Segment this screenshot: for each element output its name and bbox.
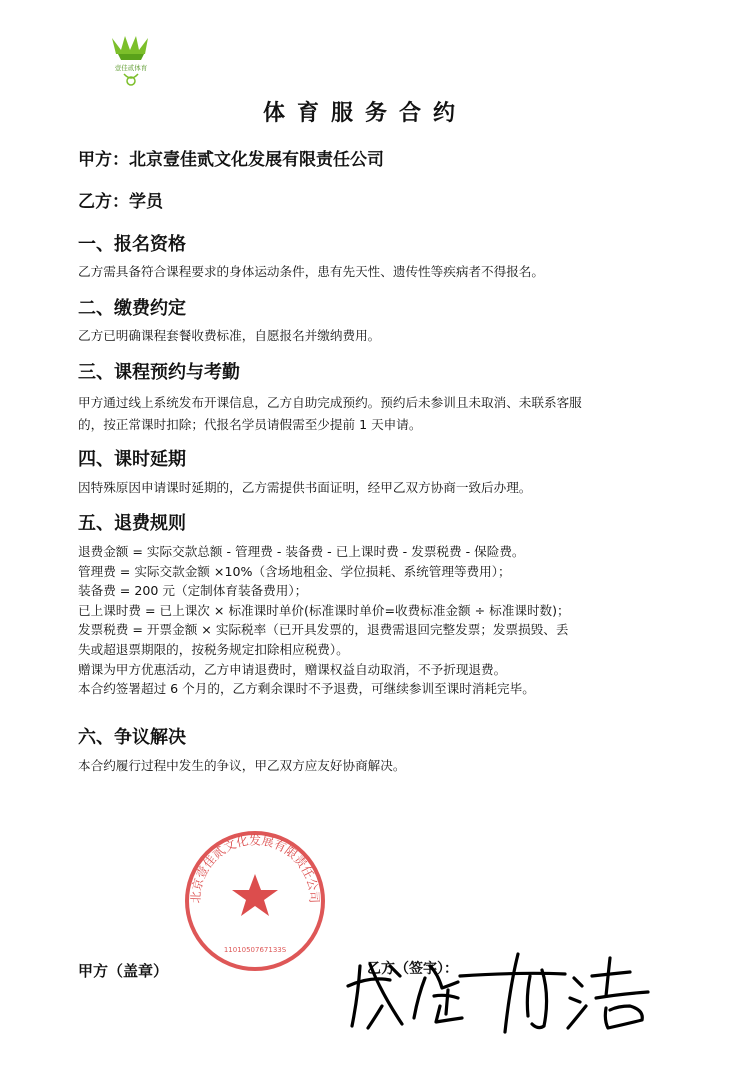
company-seal-stamp — [180, 826, 330, 976]
section-5-heading: 五、退费规则 — [78, 513, 186, 534]
section-3-line: 甲方通过线上系统发布开课信息，乙方自助完成预约。预约后未参训且未取消、未联系客服 — [78, 395, 582, 410]
seal-text: 北京壹佳贰文化发展有限责任公司 — [188, 833, 322, 904]
section-4-body — [78, 479, 658, 497]
section-5-line: 失或超退票期限的，按税务规定扣除相应税费）。 — [78, 641, 349, 657]
logo-text: 壹佳贰体育 — [114, 64, 148, 72]
section-5-line: 已上课时费 = 已上课次 × 标准课时单价(标准课时单价=收费标准金额 ÷ 标准课时数)； — [78, 602, 570, 618]
party-a: 甲方：北京壹佳贰文化发展有限责任公司 — [78, 150, 384, 170]
section-5-line: 本合约签署超过 6 个月的，乙方剩余课时不予退费，可继续参训至课时消耗完毕。 — [78, 681, 535, 697]
seal-star-icon — [232, 874, 278, 916]
section-1-body — [78, 263, 658, 281]
section-1-line: 乙方需具备符合课程要求的身体运动条件，患有先天性、遗传性等疾病者不得报名。 — [78, 264, 544, 279]
section-2-line: 乙方已明确课程套餐收费标准，自愿报名并缴纳费用。 — [78, 328, 381, 343]
section-2-body — [78, 327, 658, 345]
section-6-body — [78, 757, 658, 775]
party-a-seal-label: 甲方（盖章） — [78, 962, 169, 980]
party-b-signature-label: 乙方（签字）： — [367, 961, 458, 977]
document-title: 体育服务合约 — [262, 100, 467, 126]
section-6-heading: 六、争议解决 — [78, 727, 186, 748]
section-3-heading: 三、课程预约与考勤 — [78, 362, 240, 383]
section-5-line: 管理费 = 实际交款金额 ×10%（含场地租金、学位损耗、系统管理等费用）； — [78, 563, 511, 579]
section-5-line: 赠课为甲方优惠活动，乙方申请退费时，赠课权益自动取消，不予折现退费。 — [78, 661, 507, 677]
section-4-heading: 四、课时延期 — [78, 449, 186, 470]
section-5-line: 装备费 = 200 元（定制体育装备费用）； — [78, 583, 308, 599]
handwritten-signature — [330, 936, 680, 1036]
section-6-line: 本合约履行过程中发生的争议，甲乙双方应友好协商解决。 — [78, 758, 406, 773]
party-b: 乙方：学员 — [78, 192, 163, 212]
section-3-line: 的，按正常课时扣除；代报名学员请假需至少提前 1 天申请。 — [78, 417, 422, 432]
section-5-line: 退费金额 = 实际交款总额 - 管理费 - 装备费 - 已上课时费 - 发票税费 - 保险费。 — [78, 544, 525, 559]
section-1-heading: 一、报名资格 — [78, 234, 186, 255]
section-5-line: 发票税费 = 开票金额 × 实际税率（已开具发票的，退费需退回完整发票；发票损毁、丢 — [78, 622, 569, 638]
seal-number: 1101050767133S — [223, 946, 287, 954]
section-3-body — [78, 392, 658, 436]
section-5-body — [78, 542, 658, 699]
section-2-heading: 二、缴费约定 — [78, 298, 186, 319]
company-logo — [108, 34, 154, 88]
section-4-line: 因特殊原因申请课时延期的，乙方需提供书面证明，经甲乙双方协商一致后办理。 — [78, 480, 532, 495]
